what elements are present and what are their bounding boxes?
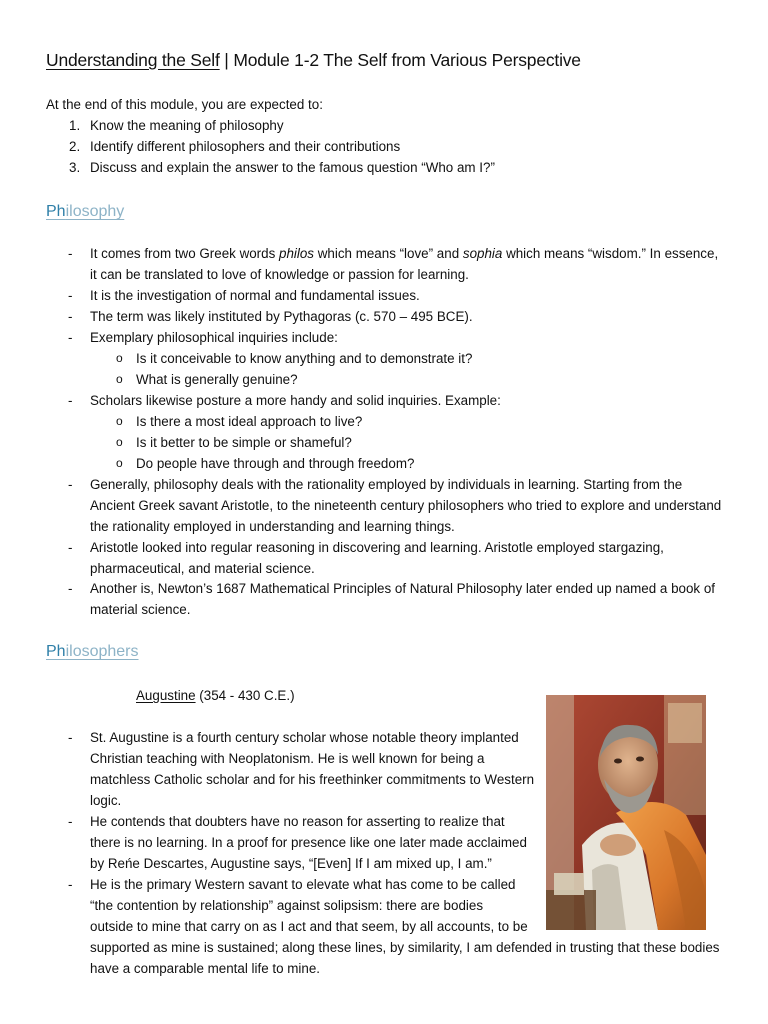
bullet-text: St. Augustine is a fourth century scholar whose notable theory implanted: [90, 730, 519, 745]
bullet-greek-words: [90, 243, 718, 264]
bullet-text: Generally, philosophy deals with the rationality employed by individuals in learning. Starting from the: [90, 477, 683, 492]
philosophers-heading-prefix: Ph: [46, 643, 66, 660]
bullet-dash: -: [68, 581, 73, 596]
bullet-text: It comes from two Greek words: [90, 246, 280, 261]
bullet-text: outside to mine that carry on as I act and that seem, by all accounts, to be: [90, 919, 528, 934]
bullet-text: Exemplary philosophical inquiries include:: [90, 330, 338, 345]
philosophy-heading-rest: ilosophy: [65, 203, 125, 220]
philosophers-heading-rest: ilosophers: [65, 643, 139, 660]
bullet-text: Ancient Greek savant Aristotle, to the nineteenth century philosophers who tried to explore and understand: [90, 498, 722, 513]
bullet-text: The term was likely instituted by Pythagoras (c. 570 – 495 BCE).: [90, 309, 473, 324]
sub-bullet-marker: o: [116, 414, 123, 428]
bullet-text: “the contention by relationship” against solipsism: there are bodies: [90, 898, 484, 913]
sub-bullet-marker: o: [116, 372, 123, 386]
bullet-text: He contends that doubters have no reason for asserting to realize that: [90, 814, 505, 829]
bullet-text: supported as mine is sustained; along these lines, by similarity, I am defended in trusting that these bodies: [90, 940, 720, 955]
objective-item: Identify different philosophers and their contributions: [90, 139, 401, 154]
bullet-text: it can be translated to love of knowledge or passion for learning.: [90, 267, 469, 282]
bullet-text: Aristotle looked into regular reasoning in discovering and learning. Aristotle employed stargazing,: [90, 540, 664, 555]
sub-bullet-marker: o: [116, 351, 123, 365]
course-title: Understanding the Self: [46, 50, 220, 70]
sub-bullet-text: Is it conceivable to know anything and to demonstrate it?: [136, 351, 473, 366]
sophia-word: sophia: [462, 246, 503, 261]
bullet-dash: -: [68, 477, 73, 492]
sub-bullet-marker: o: [116, 435, 123, 449]
bullet-dash: -: [68, 393, 73, 408]
bullet-dash: -: [68, 330, 73, 345]
bullet-text: Another is, Newton’s 1687 Mathematical Principles of Natural Philosophy later ended up named a book of: [90, 581, 716, 596]
objective-number: 2.: [69, 139, 81, 154]
bullet-dash: -: [68, 877, 73, 892]
bullet-text: by Reńe Descartes, Augustine says, “[Even] If I am mixed up, I am.”: [90, 856, 492, 871]
objective-number: 3.: [69, 160, 81, 175]
sub-bullet-text: Is there a most ideal approach to live?: [136, 414, 363, 429]
bullet-text: which means “wisdom.” In essence,: [502, 246, 719, 261]
objectives-intro: At the end of this module, you are expected to:: [46, 97, 323, 112]
philosophy-heading[interactable]: [46, 202, 124, 222]
bullet-dash: -: [68, 540, 73, 555]
philos-word: philos: [279, 246, 315, 261]
bullet-text: Christian teaching with Neoplatonism. He is well known for being a: [90, 751, 485, 766]
module-title: Module 1-2 The Self from Various Perspective: [233, 50, 581, 70]
objective-item: Discuss and explain the answer to the famous question “Who am I?”: [90, 160, 495, 175]
augustine-portrait: [546, 695, 706, 930]
bullet-text: material science.: [90, 602, 191, 617]
bullet-text: He is the primary Western savant to elevate what has come to be called: [90, 877, 516, 892]
bullet-text: pharmaceutical, and material science.: [90, 561, 315, 576]
bullet-text: the rationality employed in understanding and learning things.: [90, 519, 455, 534]
bullet-dash: -: [68, 246, 73, 261]
sub-bullet-text: Do people have through and through freedom?: [136, 456, 415, 471]
bullet-text: there is no learning. In a proof for presence like one later made acclaimed: [90, 835, 527, 850]
page-title: [46, 48, 581, 72]
objective-number: 1.: [69, 118, 81, 133]
philosophers-heading[interactable]: [46, 642, 139, 662]
bullet-text: It is the investigation of normal and fundamental issues.: [90, 288, 420, 303]
augustine-name: Augustine: [136, 688, 196, 703]
bullet-text: matchless Catholic scholar and for his freethinker commitments to Western: [90, 772, 535, 787]
bullet-text: Scholars likewise posture a more handy and solid inquiries. Example:: [90, 393, 501, 408]
objective-item: Know the meaning of philosophy: [90, 118, 284, 133]
bullet-dash: -: [68, 288, 73, 303]
bullet-text: which means “love” and: [314, 246, 463, 261]
sub-bullet-marker: o: [116, 456, 123, 470]
augustine-subheading: [136, 685, 295, 706]
bullet-dash: -: [68, 309, 73, 324]
bullet-text: have a comparable mental life to mine.: [90, 961, 320, 976]
augustine-dates: (354 - 430 C.E.): [195, 688, 295, 703]
bullet-text: logic.: [90, 793, 122, 808]
title-separator: |: [219, 50, 234, 70]
bullet-dash: -: [68, 814, 73, 829]
sub-bullet-text: Is it better to be simple or shameful?: [136, 435, 352, 450]
bullet-dash: -: [68, 730, 73, 745]
philosophy-heading-prefix: Ph: [46, 203, 66, 220]
sub-bullet-text: What is generally genuine?: [136, 372, 298, 387]
